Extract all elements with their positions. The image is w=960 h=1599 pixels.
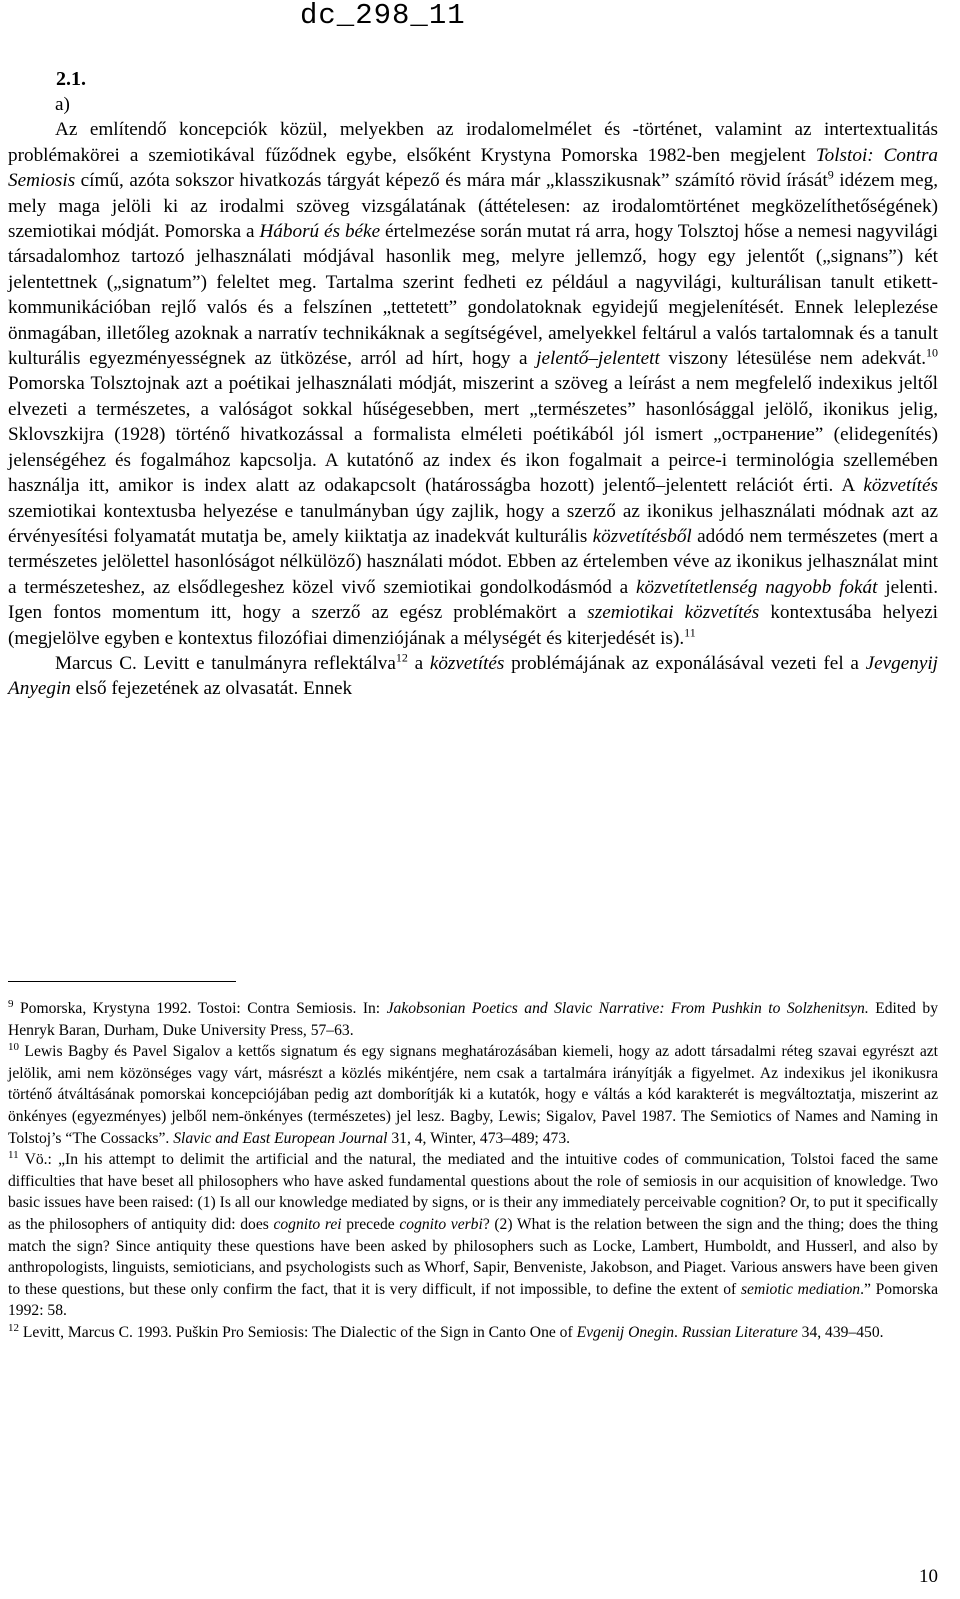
italic-text: semiotic mediation	[740, 1280, 861, 1298]
text-run: Vö.: „In his attempt to delimit the artificial and the natural, the mediated and the intuitive codes of communication, Tolstoi faced the same difficulties that have beset all philosophers who have asked fundamental questions about the role of semiosis in our acquisition of knowledge. Two basic issues have been raised: (1) Is all our knowledge mediated by signs, or is their any immediately perceivable cognition? Or, to put it specifically as the philosophers of antiquity did: does	[8, 1151, 938, 1233]
text-run: idézem meg, mely maga jelöli ki az irodalmi szöveg vizsgálatának (áttételesen: az irodalomtörténet megközelíthetőségének) szemiotikai módját. Pomorska a	[8, 170, 938, 243]
text-run: 34, 439–450.	[797, 1323, 884, 1341]
text-run: Levitt, Marcus C. 1993. Puškin Pro Semiosis: The Dialectic of the Sign in Canto One of	[19, 1323, 577, 1341]
footnote-ref: 10	[926, 345, 938, 360]
text-run: első fejezetének az olvasatát. Ennek	[70, 678, 353, 700]
italic-text: Russian Literature	[681, 1323, 798, 1341]
text-run: szemiotikai kontextusba helyezése e tanulmányban úgy zajlik, hogy a szerző az ikonikus jelhasználati módnak azt az érvényesítési folyamatát mutatja be, amely kiiktatja az inadekvát kulturális	[8, 500, 938, 547]
footnote-ref: 9	[827, 167, 834, 182]
text-run: Pomorska Tolsztojnak azt a poétikai jelhasználati módját, miszerint a szöveg a leírást a nem megfelelő indexikus jeltől elvezeti a természetes, a valóságot sokkal hűségesebben, mert „természetes” hasonlósággal jelölő, ikonikus jelig, Sklovszkijra (1928) történő hivatkozással a formalista elméleti poétikából jól ismert „остранение” (elidegenítés) jelenségéhez és fogalmához kapcsolja. A kutatónő az index és ikon fogalmait a peirce-i terminológia szellemében használja itt, amikor is index alatt az odakapcsolt (határosságba hozott) jelentő–jelentett relációt érti. A	[8, 373, 938, 497]
italic-text: közvetítés	[863, 475, 938, 497]
text-run: 31, 4, Winter, 473–489; 473.	[387, 1129, 571, 1147]
text-run: Pomorska, Krystyna 1992. Tostoi: Contra Semiosis. In:	[13, 1000, 387, 1017]
italic-text: Háború és béke	[259, 221, 381, 243]
italic-text: Slavic and East European Journal	[173, 1129, 388, 1147]
text-run: Edited by Henryk Baran, Durham, Duke University Press, 57–63.	[8, 1000, 938, 1039]
footnote-11	[8, 1149, 938, 1322]
footnote-9	[8, 998, 938, 1041]
main-text	[8, 92, 938, 702]
text-run: viszony létesülése nem adekvát.	[659, 348, 926, 370]
italic-text: közvetítetlenség nagyobb fokát	[635, 576, 878, 598]
subsection-label: a)	[55, 94, 70, 115]
text-run: Az említendő koncepciók közül, melyekben az irodalomelmélet és -történet, valamint az intertextualitás problémakörei a szemiotikával fűződnek egybe, elsőként Krystyna Pomorska 1982-ben megjelent	[8, 119, 938, 166]
italic-text: cognito rei	[273, 1215, 342, 1233]
body-paragraph-1	[8, 117, 938, 651]
italic-text: Tolstoi: Contra Semiosis	[8, 144, 939, 192]
italic-text: közvetítés	[429, 652, 505, 674]
footnote-ref: 11	[684, 625, 696, 640]
footnotes	[8, 998, 938, 1344]
footnote-ref: 10	[8, 1041, 19, 1053]
italic-text: szemiotikai közvetítés	[587, 602, 760, 624]
page-number: 10	[919, 1566, 938, 1587]
footnote-ref: 11	[8, 1148, 19, 1161]
footnote-ref: 12	[8, 1321, 19, 1334]
body-paragraph-2	[8, 651, 938, 702]
text-run: .” Pomorska 1992: 58.	[8, 1280, 939, 1320]
footnote-ref: 12	[395, 650, 408, 665]
footnote-12	[8, 1322, 938, 1344]
footnote-separator	[8, 981, 236, 982]
document-id-header: dc_298_11	[300, 0, 466, 32]
text-run: jelenti. Igen fontos momentum itt, hogy a szerző az egész problémakört a	[8, 576, 938, 624]
text-run: adódó nem természetes (mert a természetes jelölettel hasonlóságot nélkülöző) használati módot. Ebben az értelemben véve az ikonikus jelhasználat mint a természeteshez, az elsődlegeshez közel vivő szemiotikai gondolkodásmód a	[8, 525, 938, 598]
italic-text: Evgenij Onegin	[576, 1323, 675, 1341]
italic-text: közvetítésből	[592, 525, 692, 547]
text-run: Lewis Bagby és Pavel Sigalov a kettős signatum és egy signans meghatározásában kiemeli, hogy az adott társadalmi réteg szavai egyrészt azt jelölik, ami nem közönséges vagy várt, másrészt a közlés mikéntjére, nem csak a tartalmára irányítják a figyelmet. Az indexikus jel ikonikusra történő átváltásának pomorskai koncepciójában pedig azt domborítják ki a kutatók, hogy e váltás a kód karakterét is megváltoztatja, miszerint az önkényes (egyezményes) jelből nem-önkényes (természetes) jel lesz. Bagby, Lewis; Sigalov, Pavel 1987. The Semiotics of Names and Naming in Tolstoj’s “The Cossacks”.	[8, 1043, 938, 1147]
text-run: a	[407, 652, 430, 674]
italic-text: jelentő–jelentett	[536, 348, 660, 370]
text-run: című, azóta sokszor hivatkozás tárgyát képező és mára már „klasszikusnak” számító rövid írását	[75, 170, 828, 192]
text-run: .	[674, 1323, 682, 1341]
text-run: értelmezése során mutat rá arra, hogy Tolsztoj hőse a nemesi nagyvilági társadalomhoz tartozó jelhasználati módjával hasonlik meg, melyre jellemző, hogy egy jelentőt („signans”) két jelentettnek („signatum”) feleltet meg. Tartalma szerint fedheti ez például a nagyvilági, kulturálisan tanult etikett-kommunikációban rejlő valós és a felszínen „tettetett” gondolatoknak egyidejű megjelenítését. Ennek leleplezése önmagában, illetőleg azoknak a narratív technikáknak a segítségével, amelyekkel feltárul a valós tartalomnak és a tanult kulturális egyezményességnek az ütközése, arról ad hírt, hogy a	[8, 221, 939, 370]
text-run: ? (2) What is the relation between the sign and the thing; does the thing match the sign? Since antiquity these questions have been asked by philosophers such as Locke, Lambert, Humboldt, and Husserl, and also by anthropologists, linguists, semioticians, and psychologists such as Whorf, Sapir, Benveniste, Jakobson, and Piaget. Various answers have been given to these questions, but these only confirm the fact, that it is very difficult, if not impossible, to define the extent of	[8, 1215, 938, 1298]
text-run: problémájának az exponálásával vezeti fel a	[504, 652, 866, 674]
italic-text: cognito verbi	[399, 1215, 483, 1233]
footnote-ref: 9	[8, 997, 14, 1010]
text-run: precede	[341, 1215, 400, 1233]
italic-text: Jakobsonian Poetics and Slavic Narrative: From Pushkin to Solzhenitsyn.	[386, 1000, 869, 1017]
italic-text: Jevgenyij Anyegin	[8, 652, 938, 700]
text-run: kontextusába helyezi (megjelölve egyben e kontextus filozófiai dimenziójának a mélységét és kiterjedését is).	[8, 602, 939, 649]
section-number: 2.1.	[56, 68, 86, 90]
footnote-10	[8, 1041, 938, 1149]
text-run: Marcus C. Levitt e tanulmányra reflektálva	[55, 652, 396, 674]
